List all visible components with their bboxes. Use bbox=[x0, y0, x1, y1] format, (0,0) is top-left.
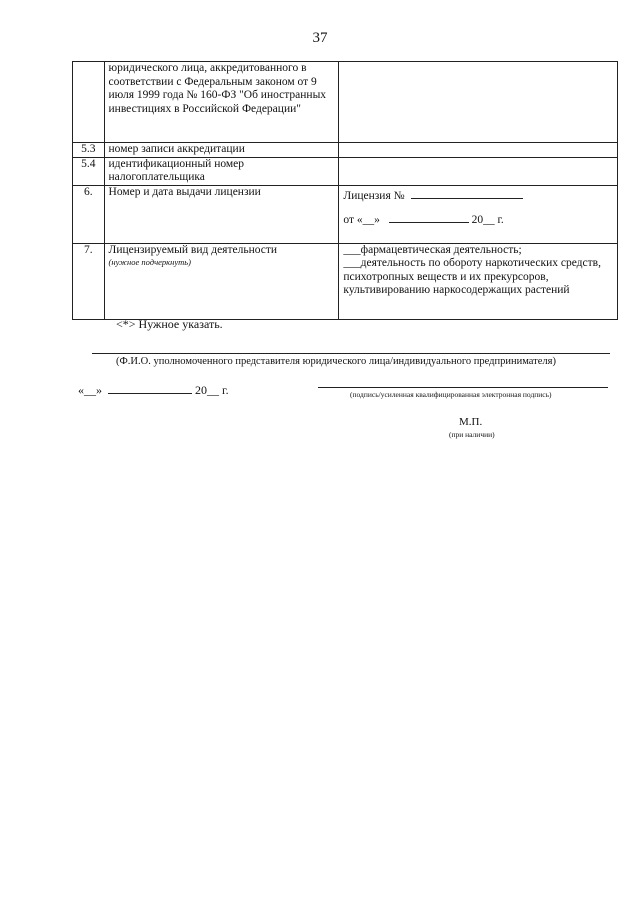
signature-caption: (подпись/усиленная квалифицированная электронная подпись) bbox=[350, 390, 552, 399]
license-month-field[interactable] bbox=[389, 212, 469, 223]
table-row-6 bbox=[73, 185, 618, 243]
row-label: Лицензируемый вид деятельности bbox=[108, 243, 278, 256]
row-number: 5.4 bbox=[73, 157, 105, 185]
table-row-5-3 bbox=[73, 143, 618, 158]
row-number: 6. bbox=[73, 185, 105, 243]
fio-caption: (Ф.И.О. уполномоченного представителя юридического лица/индивидуального предпринимателя) bbox=[116, 356, 556, 367]
license-value-cell bbox=[339, 185, 618, 243]
signature-date bbox=[78, 383, 229, 398]
date-day: «__» bbox=[78, 383, 102, 397]
page-number: 37 bbox=[312, 30, 328, 46]
table-row-continued bbox=[73, 62, 618, 143]
signature-line[interactable] bbox=[318, 387, 608, 388]
license-number-field[interactable] bbox=[411, 188, 523, 199]
row-label: номер записи аккредитации bbox=[104, 143, 339, 158]
row-hint: (нужное подчеркнуть) bbox=[108, 257, 191, 267]
row-label-cell bbox=[104, 243, 339, 319]
fio-signature-line[interactable] bbox=[92, 353, 610, 354]
activity-option-narcotics[interactable]: ___деятельность по обороту наркотических средств, психотропных веществ и их прекурсоров, культивированию наркосодержащих растений bbox=[343, 257, 601, 296]
row-label-cell: юридического лица, аккредитованного в соответствии с Федеральным законом от 9 июля 1999 года № 160-ФЗ "Об иностранных инвестициях в Российской Федерации" bbox=[104, 62, 339, 143]
footnote: <*> Нужное указать. bbox=[116, 317, 223, 331]
table-row-7 bbox=[73, 243, 618, 319]
row-label: идентификационный номер налогоплательщика bbox=[104, 157, 339, 185]
license-prefix: Лицензия № bbox=[343, 189, 405, 202]
row-number: 7. bbox=[73, 243, 105, 319]
date-month-field[interactable] bbox=[108, 383, 192, 394]
stamp-caption: (при наличии) bbox=[449, 430, 495, 439]
row-number-cell bbox=[73, 62, 105, 143]
license-date-year: 20__ г. bbox=[471, 214, 504, 226]
application-form-table bbox=[72, 61, 618, 320]
activity-options-cell bbox=[339, 243, 618, 319]
license-date-prefix: от «__» bbox=[343, 214, 380, 226]
row-label: Номер и дата выдачи лицензии bbox=[104, 185, 339, 243]
row-value-cell[interactable] bbox=[339, 62, 618, 143]
stamp-label: М.П. bbox=[459, 416, 483, 428]
activity-option-pharmacy[interactable]: ___фармацевтическая деятельность; bbox=[343, 243, 522, 256]
table-row-5-4 bbox=[73, 157, 618, 185]
date-year: 20__ г. bbox=[195, 383, 229, 397]
accreditation-record-value[interactable] bbox=[339, 143, 618, 158]
row-number: 5.3 bbox=[73, 143, 105, 158]
inn-value[interactable] bbox=[339, 157, 618, 185]
